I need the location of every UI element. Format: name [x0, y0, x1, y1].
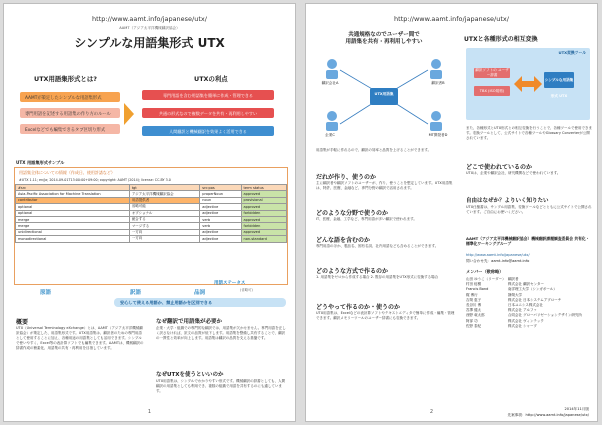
member-affiliation: 合同会社 グローバリゼーションデザイン研究所	[508, 313, 582, 318]
member-name: 西野 竜太郎	[466, 313, 485, 318]
term-table-cell: approved	[241, 216, 286, 222]
member-affiliation: 株式会社 ヴィンテック	[508, 318, 544, 323]
member-name: 村田 稔樹	[466, 282, 482, 287]
node-label-3: 企業C	[325, 133, 335, 137]
overview-heading: 概要	[16, 319, 29, 326]
term-table-cell: src:pos	[200, 185, 241, 191]
field-heading: どのような分野で使うのか	[316, 210, 389, 217]
node-label-1: 翻訳会社A	[321, 81, 339, 85]
need-body: 企業・大学・組織での専門的な翻訳では、用語集が欠かせません。専門用語を正しく訳さなければ、訳文の品質が低下します。用語集を整備し共有することで、翻訳の一貫性と効率が向上します。用語集は翻訳の品質を支える基盤です。	[156, 326, 286, 340]
member-name: 吉岡 恵子	[466, 297, 482, 302]
free-heading: 自由はなぜか？よりいく知りたい	[466, 198, 549, 204]
term-table-cell: forbidden	[241, 223, 286, 229]
diagram-title	[314, 32, 454, 46]
member-name: Francis Bond	[466, 287, 489, 292]
member-affiliation: 株式会社 翻訳センター	[508, 282, 544, 287]
right-item-2: 共通の形式なので複数データを共有・再利用しやすい	[142, 108, 274, 118]
label-tgt: 訳語	[130, 290, 142, 296]
term-table-cell: 一方向	[129, 236, 199, 242]
page-url[interactable]: http://www.aamt.info/japanese/utx/	[394, 15, 509, 23]
label-pos: 品詞	[194, 290, 206, 296]
member-row	[466, 324, 594, 329]
term-table-cell: optional	[16, 204, 130, 210]
arrow-right-icon	[122, 99, 140, 129]
term-table-cell: approved	[241, 229, 286, 235]
members-list	[466, 277, 594, 329]
term-table-cell: verb	[200, 216, 241, 222]
left-item-1: AAMTが策定したシンプルな用語集形式	[20, 92, 120, 102]
where-used-heading: どこで使われているのか	[466, 164, 533, 171]
node-label-2: 翻訳者B	[431, 81, 445, 85]
member-name: 長谷川 博	[466, 303, 482, 308]
page-2	[305, 3, 598, 422]
term-table-cell: term status	[241, 185, 286, 191]
term-table-cell: merge	[16, 216, 130, 222]
term-table-cell: 統合する	[129, 216, 199, 222]
member-name: 佐野 泰紀	[466, 323, 482, 328]
intro-body: 用語集が手軽に作れるので、翻訳の効率と品質を上げることができます。	[316, 148, 432, 152]
contact-mail[interactable]: 問い合わせ先：aamt-info@aamt.info	[466, 259, 530, 263]
where-used-body: UTXは、企業や翻訳会社、研究機関などで使われています。	[466, 171, 561, 175]
label-status: 用語ステータス	[214, 281, 246, 286]
term-table-cell: tgt	[129, 185, 199, 191]
term-table-cell: #src	[16, 185, 130, 191]
conversion-diagram	[466, 48, 590, 120]
term-table-cell: approved	[241, 191, 286, 197]
meta-line: #UTX 1.11; en/ja; 2014-09-01T13:00:00+09:00; copyright: AAMT (2014); license: CC-BY 3.0	[19, 178, 171, 182]
term-table	[15, 184, 287, 243]
term-table-row	[16, 236, 287, 242]
footer-url[interactable]: 先案事項：http://www.aamt.info/japanese/utx/	[507, 413, 589, 417]
term-table-cell: properNoun	[200, 191, 241, 197]
who-body: 主に翻訳者や翻訳ソフトのユーザーが、作り、使うことを想定しています。UTX用語集は、特許、医療、金融など、専門分野の翻訳で活用されます。	[316, 181, 453, 190]
overview-body: UTX（Universal Terminology eXchange）とは、AAMT（アジア太平洋機械翻訳協会）が策定した、用語集形式です。UTX用語集は、翻訳者のための専門用語として使用することに加え、各種用途の用語集としても活用できます。シンプルで使いやすく、Excel等の表計算ソフトでも編集できます。AAMTは、機械翻訳の辞書作成の簡素化、用語集の共有・再利用を目指しています。	[16, 326, 144, 350]
contact-url[interactable]: http://www.aamt.info/japanese/utx/	[466, 253, 530, 257]
term-table-cell: adjective	[200, 229, 241, 235]
page-url[interactable]: http://www.aamt.info/japanese/utx/	[92, 15, 207, 23]
method-body: 1. 用語集をゼロから作成する場合 2. 既存の用語集をUTX形式に変換する場合	[316, 275, 439, 279]
term-table-cell: contributor	[16, 197, 130, 203]
label-src: 原語	[40, 290, 52, 296]
term-table-cell: adjective	[200, 204, 241, 210]
sample-subtitle: 用語集全体についての情報（作成日、使用許諾など）	[19, 170, 115, 175]
why-body: UTX用語集は、シンプルでわかりやすい形式です。機械翻訳の辞書としても、人間翻訳の用語集としても利用でき、複数の組織で用語を共有するのにも適しています。	[156, 379, 286, 393]
member-affiliation: 日本ユニシス株式会社	[508, 303, 543, 308]
term-table-cell: Asia-Pacific Association for Machine Translation	[16, 191, 130, 197]
node-label-4: MT開発者D	[428, 133, 448, 137]
term-table-cell: forbidden	[241, 210, 286, 216]
conversion-body: また、各種形式とUTX形式との相互変換を行うことで、各種ツールで使用できます。変換ツールとして、公式サイトで各種ツールやGlossary Converterが公開されています。	[466, 126, 592, 140]
member-affiliation: 翻訳者	[508, 277, 519, 281]
member-affiliation: 株式会社 シャープ	[508, 323, 537, 328]
left-item-3: Excelなどでも編集できるタブ区切り形式	[20, 124, 120, 134]
issue-date: 2014年11月版	[564, 407, 589, 411]
member-name: 阿部 功	[466, 318, 478, 323]
left-column-heading: UTX用語集形式とは?	[34, 75, 97, 83]
term-table-cell: 用語提供者	[129, 197, 199, 203]
term-table-cell: オプショナル	[129, 210, 199, 216]
term-table-cell: adjective	[200, 210, 241, 216]
member-name: 山田 ゆうこ（リーダー）	[466, 277, 506, 281]
term-table-cell: non-standard	[241, 236, 286, 242]
contact-org: AAMT（アジア太平洋機械翻訳協会）機械翻訳課題調査委員会 共有化・標準化ワーキンググループ	[466, 236, 590, 246]
members-heading: メンバー（敬称略）	[466, 269, 504, 274]
left-items	[20, 92, 120, 134]
term-table-cell: マージする	[129, 223, 199, 229]
member-name: 梶 博行	[466, 292, 478, 297]
member-affiliation: 株式会社 日本システムアプローチ	[508, 297, 562, 302]
conversion-heading: UTXと各種形式の相互変換	[464, 36, 538, 43]
usage-heading: どうやって作るのか・使うのか	[316, 304, 401, 311]
term-table-cell: optional	[16, 210, 130, 216]
safety-banner: 安心して使える用語か、禁止用語かを区別できる	[114, 298, 286, 307]
right-column-heading: UTXの利点	[194, 75, 228, 83]
left-item-2: 専門用語を記述する用語集の作り方のルール	[20, 108, 120, 118]
term-table-cell: provisional	[241, 197, 286, 203]
page-1	[3, 3, 296, 422]
term-table-cell: noun	[200, 197, 241, 203]
term-table-cell: verb	[200, 223, 241, 229]
term-table-cell: 一方向	[129, 229, 199, 235]
right-items	[142, 90, 274, 136]
term-table-cell: merge	[16, 223, 130, 229]
term-table-cell: unidirectional	[16, 229, 130, 235]
member-affiliation: 静岡大学	[508, 292, 522, 297]
who-heading: だれが作り、使うのか	[316, 174, 377, 181]
diagram-title-line-2: 用語集を共有・再利用しやすい	[345, 39, 423, 45]
sample-table-frame	[14, 167, 288, 285]
conv-node-utx: シンプルな用語集形式 UTX	[544, 72, 574, 88]
page-title: シンプルな用語集形式 UTX	[74, 36, 225, 50]
need-heading: なぜ翻訳で用語集が必要か	[156, 319, 223, 325]
term-table-cell: monodirectional	[16, 236, 130, 242]
term-table-cell: アジア太平洋機械翻訳協会	[129, 191, 199, 197]
right-item-1: 専門用語を含む用語集を簡単に作成・管理できる	[142, 90, 274, 100]
conv-node-2: TBX (ISO規格)	[474, 86, 510, 96]
member-name: 宮澤 健太	[466, 308, 482, 313]
page-number: 1	[147, 409, 152, 415]
field-body: IT、医療、金融、工学など、専門用語が多い翻訳で使われます。	[316, 217, 417, 221]
words-body: 専門用語のほか、製品名、固有名詞、社内用語なども含めることができます。	[316, 244, 439, 248]
right-item-3: 人間翻訳と機械翻訳を効果よく活用できる	[142, 126, 274, 136]
converter-title: UTX変換ツール	[558, 50, 586, 55]
member-affiliation: 株式会社 アルファ	[508, 308, 537, 313]
term-table-cell: approved	[241, 204, 286, 210]
sample-label: UTX 用語集形式サンプル	[16, 160, 65, 165]
method-heading: どのような方式で作るのか	[316, 268, 389, 275]
term-table-cell: 省略可能	[129, 204, 199, 210]
label-status-note: (省略可)	[240, 288, 253, 292]
usage-body: UTX用語集は、Excelなどの表計算ソフトやテキストエディタで簡単に作成・編集・管理できます。翻訳メモリーツールのユーザー辞書にも変換できます。	[316, 311, 455, 320]
org-name: AAMT（アジア太平洋機械翻訳協会）	[119, 26, 180, 30]
why-heading: なぜUTXを使うといいのか	[156, 372, 224, 378]
bidirectional-arrow-icon	[512, 70, 544, 98]
member-affiliation: 南洋理工大学（シンガポール）	[508, 287, 557, 292]
page-number: 2	[429, 409, 434, 415]
conv-node-1: 翻訳ソフトの ユーザー辞書	[475, 68, 509, 77]
node-utx-center: UTX用語集	[370, 92, 398, 97]
words-heading: どんな語を含むのか	[316, 237, 371, 244]
term-table-cell: adjective	[200, 236, 241, 242]
free-body: UTX仕様書は、サンプル用語集、変換ツールなどとともに公式サイトで公開されています。ご自由にお使いください。	[466, 205, 592, 214]
diagram-title-line-1: 共通規格なのでユーザー間で	[348, 32, 420, 38]
